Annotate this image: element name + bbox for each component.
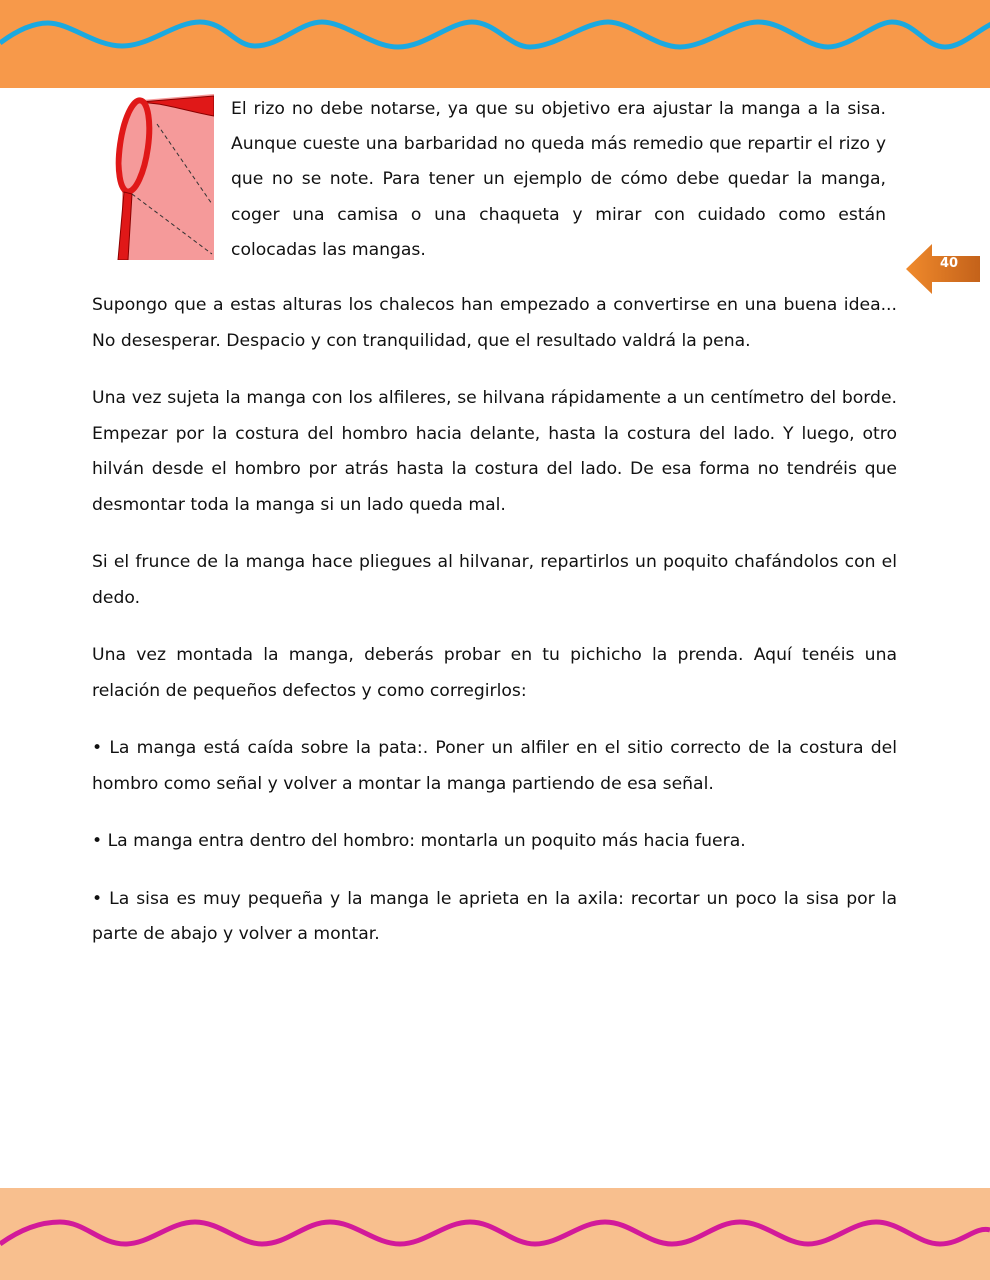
header-wave-decoration (0, 18, 990, 58)
bullet-item: • La sisa es muy pequeña y la manga le aprieta en la axila: recortar un poco la sisa por la parte de abajo y volver a montar. (92, 888, 897, 944)
bullet-item: • La manga está caída sobre la pata:. Poner un alfiler en el sitio correcto de la costura del hombro como señal y volver a montar la manga partiendo de esa señal. (92, 738, 897, 794)
sleeve-illustration (112, 94, 214, 260)
paragraph: Una vez montada la manga, deberás probar en tu pichicho la prenda. Aquí tenéis una relación de pequeños defectos y como corregirlos: (92, 645, 897, 701)
paragraph: Si el frunce de la manga hace pliegues al hilvanar, repartirlos un poquito chafándolos con el dedo. (92, 552, 897, 608)
bullet-item: • La manga entra dentro del hombro: montarla un poquito más hacia fuera. (92, 831, 746, 851)
page-number: 40 (939, 256, 959, 271)
page-footer-band (0, 1188, 990, 1280)
paragraph: Supongo que a estas alturas los chalecos han empezado a convertirse en una buena idea... No desesperar. Despacio y con tranquilidad, que el resultado valdrá la pena. (92, 295, 897, 351)
footer-wave-decoration (0, 1216, 990, 1256)
paragraph: Una vez sujeta la manga con los alfileres, se hilvana rápidamente a un centímetro del borde. Empezar por la costura del hombro hacia delante, hasta la costura del lado. Y luego, otro hilván desde el hombro por atrás hasta la costura del lado. De esa forma no tendréis que desmontar toda la manga si un lado queda mal. (92, 388, 897, 515)
intro-paragraph: El rizo no debe notarse, ya que su objetivo era ajustar la manga a la sisa. Aunque cueste una barbaridad no queda más remedio que repartir el rizo y que no se note. Para tener un ejemplo de cómo debe quedar la manga, coger una camisa o una chaqueta y mirar con cuidado como están colocadas las mangas. (231, 99, 886, 260)
body-text (92, 288, 897, 975)
page-header-band (0, 0, 990, 88)
